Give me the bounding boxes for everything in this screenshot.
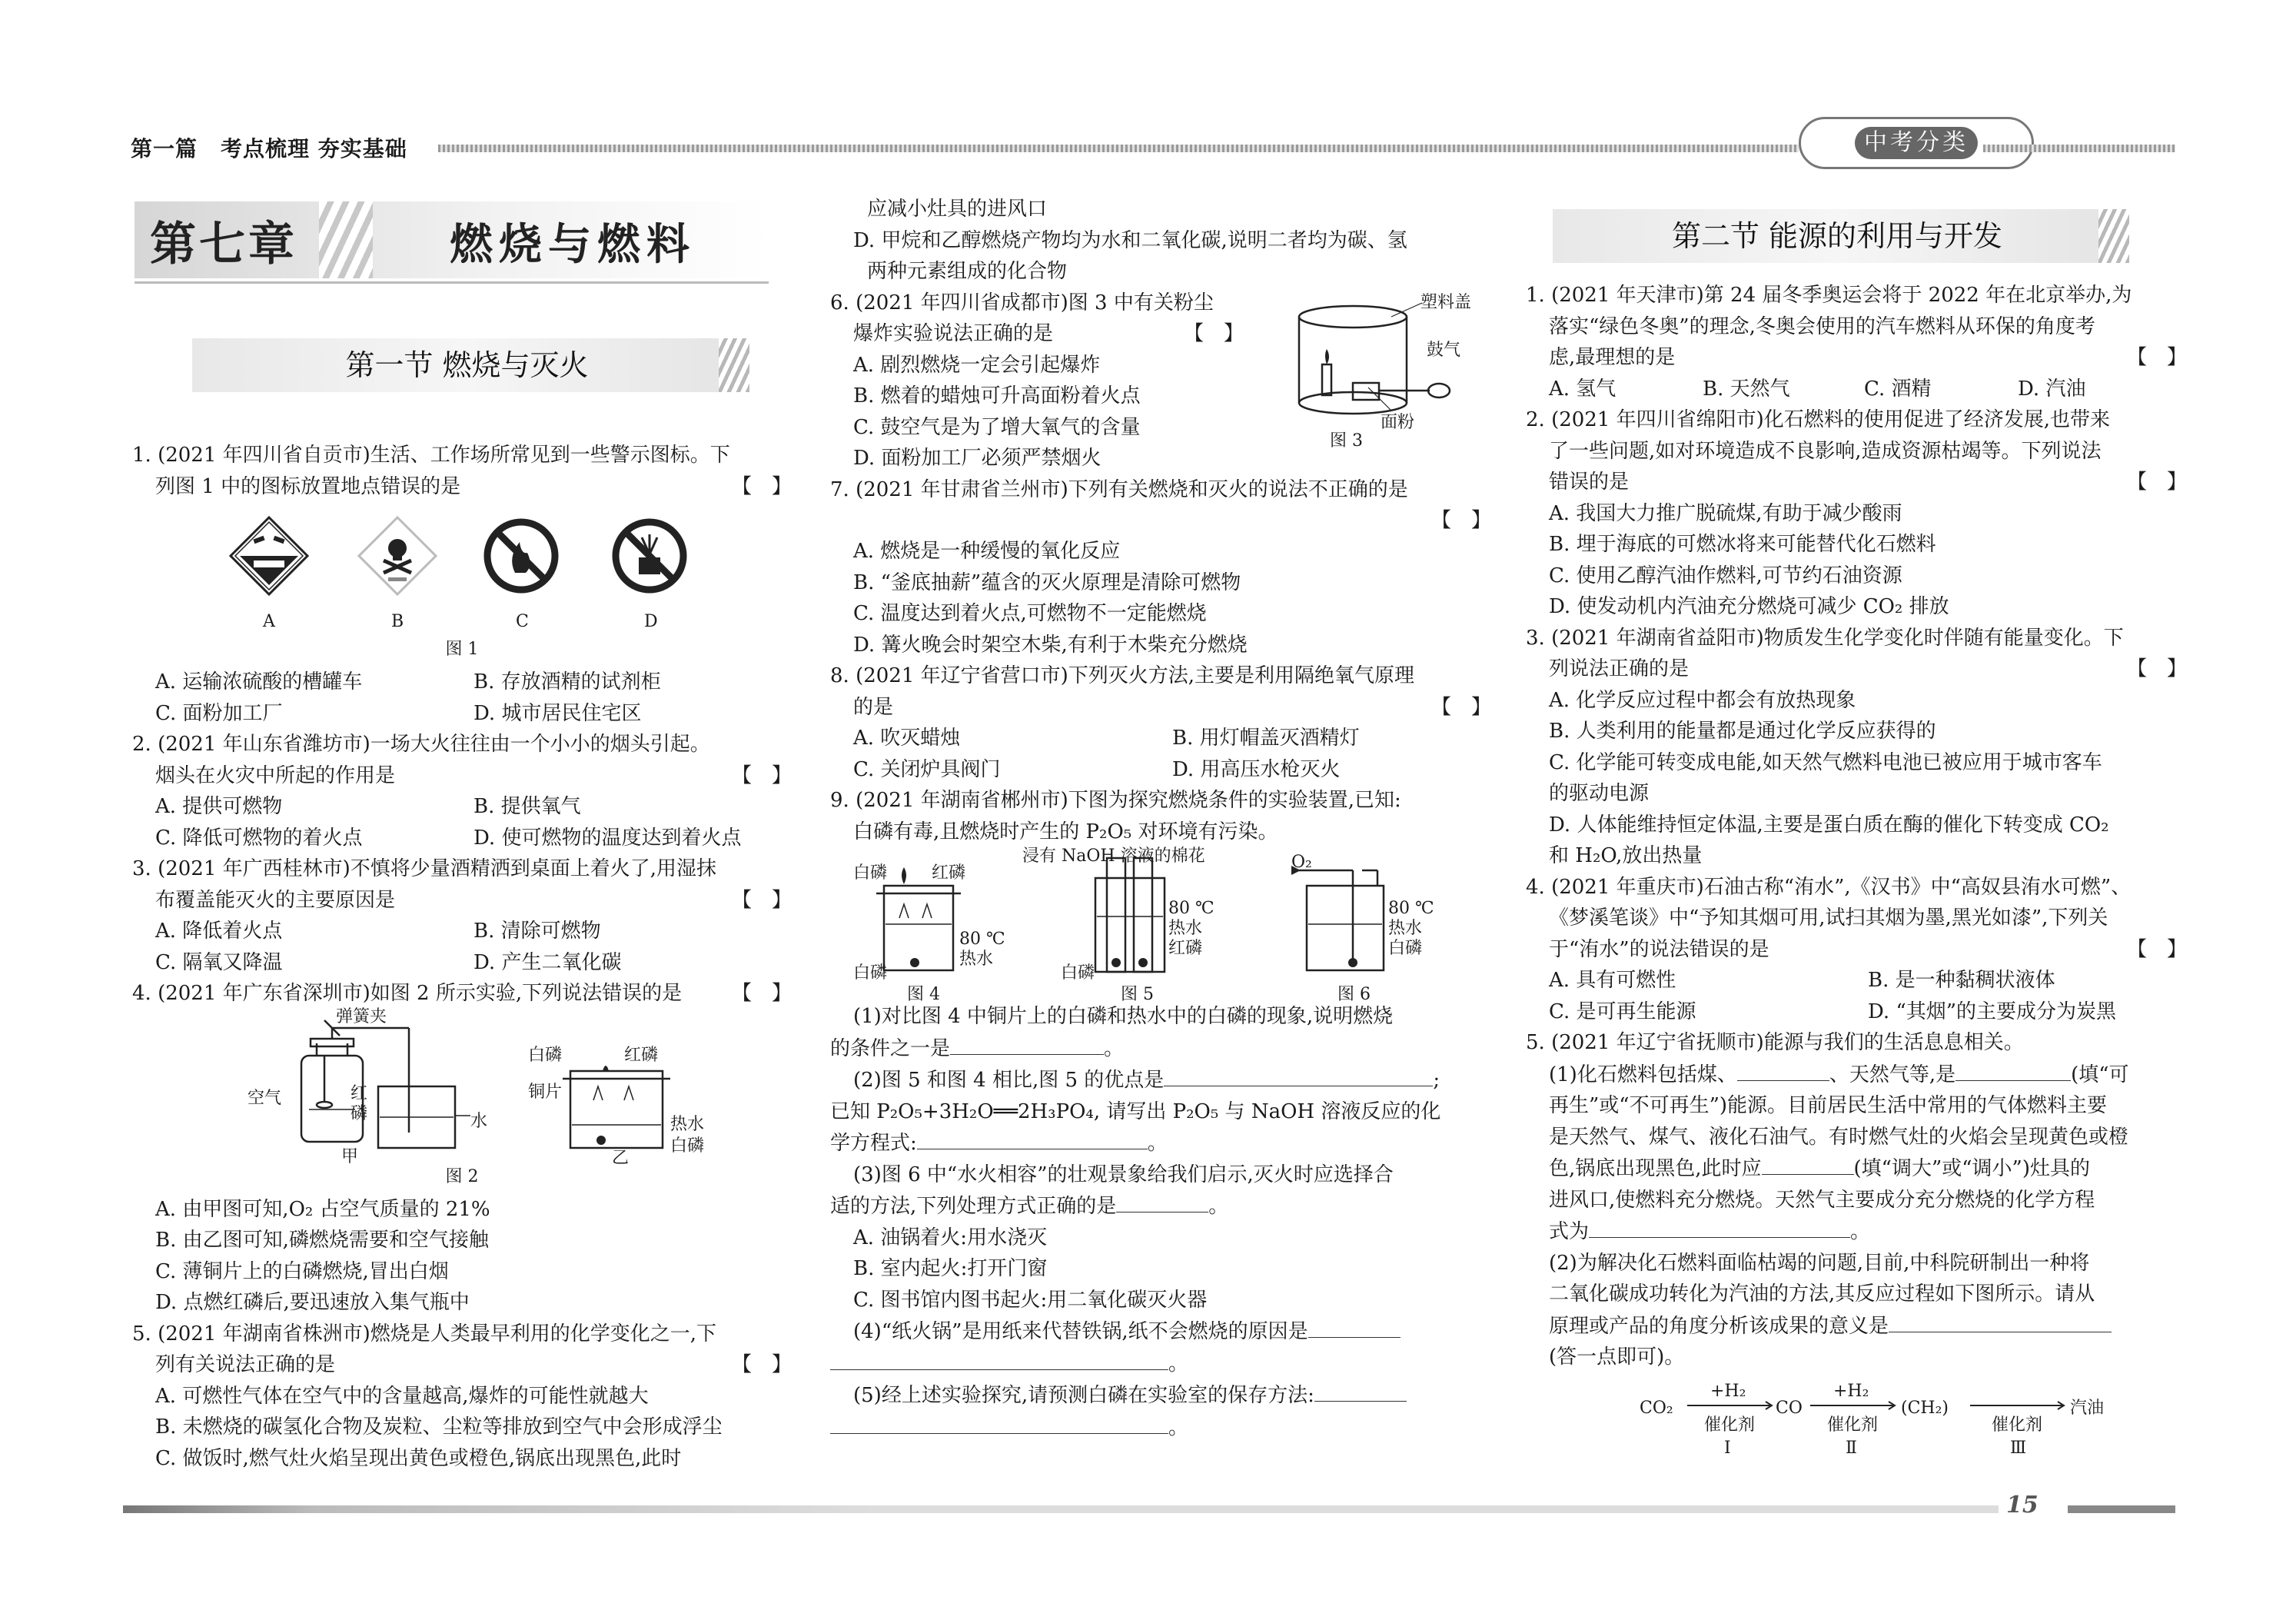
label-red-phos: 红磷: [624, 1045, 659, 1065]
reaction-scheme: CO₂ +H₂ 催化剂 CO +H₂ 催化剂 (CH₂) 催化剂 汽油 Ⅰ Ⅱ Ⅲ: [1526, 1373, 2187, 1458]
scheme-co2: CO₂: [1640, 1398, 1673, 1418]
q5-option-c: C. 做饭时,燃气灶火焰呈现出黄色或橙色,锅底出现黑色,此时: [155, 1446, 682, 1470]
answer-blank[interactable]: [1889, 1310, 2112, 1332]
figures-4-5-6: 白磷 红磷 80 ℃ 热水 白磷 浸有 NaOH 溶液的棉花 80 ℃ 热水 红磷 白磷 O₂ 80 ℃ 热水 白磷 图 4 图 5 图 6: [830, 847, 1491, 1001]
figure-3: [1261, 288, 1491, 449]
no-fire-icon: [487, 522, 555, 590]
answer-blank[interactable]: [1762, 1153, 1854, 1175]
figure-6-caption: 图 6: [1337, 985, 1371, 1004]
label-plastic-lid: 塑料盖: [1420, 292, 1472, 312]
header-rule-right: [1983, 145, 2175, 152]
label-flour: 面粉: [1381, 412, 1415, 432]
chapter-banner: [135, 201, 769, 278]
label-jia: 甲: [341, 1146, 359, 1166]
figure-4-caption: 图 4: [907, 985, 940, 1004]
footer-rule: [123, 1505, 1999, 1513]
r5-stem: 5. (2021 年辽宁省抚顺市)能源与我们的生活息息相关。: [1526, 1031, 2024, 1054]
q8-stem: 8. (2021 年辽宁省营口市)下列灭火方法,主要是利用隔绝氧气原理: [830, 664, 1415, 687]
q4-option-a: A. 由甲图可知,O₂ 占空气质量的 21%: [155, 1197, 490, 1221]
q9-stem: 9. (2021 年湖南省郴州市)下图为探究燃烧条件的实验装置,已知:: [830, 789, 1401, 812]
q7-stem: 7. (2021 年甘肃省兰州市)下列有关燃烧和灭火的说法不正确的是: [830, 477, 1408, 501]
icon-label-a: A: [263, 612, 275, 631]
q4-option-b: B. 由乙图可知,磷燃烧需要和空气接触: [155, 1229, 489, 1252]
scheme-co: CO: [1776, 1398, 1803, 1418]
part-label: 第一篇: [131, 136, 198, 161]
section-heading-2: [1553, 209, 2122, 263]
q3-options: A. 降低着火点 B. 清除可燃物: [155, 920, 601, 943]
r3-stem: 3. (2021 年湖南省益阳市)物质发生化学变化时伴随有能量变化。下: [1526, 626, 2124, 650]
figure-1-caption: 图 1: [445, 640, 479, 659]
label-white-phos-2: 白磷: [670, 1136, 705, 1156]
label-spring-clip: 弹簧夹: [336, 1006, 387, 1026]
label-blow-air: 鼓气: [1427, 340, 1461, 360]
answer-blank[interactable]: [1308, 1316, 1401, 1338]
q4-option-d: D. 点燃红磷后,要迅速放入集气瓶中: [155, 1291, 470, 1314]
toxic-icon: [359, 517, 436, 594]
answer-blank[interactable]: [1164, 1064, 1433, 1086]
figure-2: [132, 1006, 792, 1168]
page-number: 15: [2006, 1492, 2038, 1519]
badge-label: 中考分类: [1855, 127, 1978, 159]
q1-options: A. 运输浓硫酸的槽罐车 B. 存放酒精的试剂柜: [155, 670, 661, 694]
label-copper: 铜片: [528, 1082, 563, 1102]
figure-3-caption: 图 3: [1330, 431, 1363, 451]
no-fireworks-icon: [616, 522, 683, 590]
icon-label-b: B: [391, 612, 404, 631]
answer-bracket: 【 】: [731, 474, 792, 498]
chapter-number: 第七章: [150, 218, 297, 271]
q6-block: 6. (2021 年四川省成都市)图 3 中有关粉尘 爆炸实验说法正确的是 【 】 A. 剧烈燃烧一定会引起爆炸 B. 燃着的蜡烛可升高面粉着火点 C. 鼓空气是为了增大氧气的含量 D. 面粉加工厂必须严禁烟火 塑料盖 鼓气 面粉 图 3: [830, 288, 1491, 474]
section-title: 第二节 能源的利用与开发: [1671, 219, 2003, 253]
figure-5-caption: 图 5: [1121, 985, 1154, 1004]
r1-stem: 1. (2021 年天津市)第 24 届冬季奥运会将于 2022 年在北京举办,为: [1526, 284, 2132, 307]
answer-blank[interactable]: [1955, 1059, 2071, 1081]
section-heading-1: [192, 338, 742, 392]
r2-stem: 2. (2021 年四川省绵阳市)化石燃料的使用促进了经济发展,也带来: [1526, 408, 2111, 431]
q2-options: A. 提供可燃物 B. 提供氧气: [155, 795, 581, 818]
answer-blank[interactable]: [950, 1033, 1104, 1055]
icon-label-c: C: [516, 612, 529, 631]
q5-stem: 5. (2021 年湖南省株洲市)燃烧是人类最早利用的化学变化之一,下: [132, 1322, 717, 1346]
figure-1: [132, 502, 792, 633]
running-header: [131, 132, 430, 163]
warning-icons-svg: [132, 502, 792, 633]
figure-2-caption: 图 2: [445, 1166, 479, 1186]
section-title: 第一节 燃烧与灭火: [345, 348, 589, 382]
answer-blank[interactable]: [1116, 1190, 1208, 1212]
scheme-ch2: (CH₂): [1901, 1398, 1949, 1418]
corrosive-icon: [231, 517, 307, 594]
middle-column: 应减小灶具的进风口 D. 甲烷和乙醇燃烧产物均为水和二氧化碳,说明二者均为碳、氢 两种元素组成的化合物 6. (2021 年四川省成都市)图 3 中有关粉尘 爆炸实验说法正确的是 【 】 A. 剧烈燃烧一定会引起爆炸 B. 燃着的蜡烛可升高面粉着火点 C. 鼓空气是为了增大氧气的含量 D. 面粉加工厂必须严禁烟火 塑料盖 鼓气 面粉 图 3 7. (2021 年甘肃省兰州市)下列有关燃烧和灭火的说法不正确的是 【 】 A. 燃烧是一种缓慢的氧化反应 B. “釜底抽薪”蕴含的灭火原理是清除可燃物 C. 温度达到着火点,可燃物不一定能燃烧 D. 篝火晚会时架空木柴,有利于木柴充分燃烧 8. (2021 年辽宁省营口市)下列灭火方法,主要是利用隔绝氧气原理 的是 【 】 A. 吹灭蜡烛 B. 用灯帽盖灭酒精灯 C. 关闭炉具阀门 D. 用高压水枪灭火 9. (2021 年湖南省郴州市)下图为探究燃烧条件的实验装置,已知: 白磷有毒,且燃烧时产生的 P₂O₅ 对环境有污染。 白磷 红磷 80 ℃ 热水 白磷 浸有 NaOH 溶液的棉花 80 ℃ 热水 红磷 白磷 O₂ 80 ℃ 热水 白磷 图 4 图 5 图 6 (1)对比图 4 中铜片上的白磷和热水中的白磷的现象,说明燃烧 的条件之一是 。 (2)图 5 和图 4 相比,图 5 的优点是 ; 已知 P₂O₅+3H₂O══2H₃PO₄, 请写出 P₂O₅ 与 NaOH 溶液反应的化 学方程式: 。 (3)图 6 中“水火相容”的壮观景象给我们启示,灭火时应选择合 适的方法,下列处理方式正确的是 。 A. 油锅着火:用水浇灭 B. 室内起火:打开门窗 C. 图书馆内图书起火:用二氧化碳灭火器 (4)“纸火锅”是用纸来代替铁锅,纸不会燃烧的原因是 。 (5)经上述实验探究,请预测白磷在实验室的保存方法: 。: [830, 194, 1491, 1443]
label-hot-water: 热水: [670, 1114, 705, 1134]
label-red: 红: [351, 1083, 368, 1103]
header-rule: [438, 145, 1799, 152]
answer-blank[interactable]: [830, 1348, 1168, 1370]
q3-stem: 3. (2021 年广西桂林市)不慎将少量酒精洒到桌面上着火了,用湿抹: [132, 857, 717, 880]
q5-option-a: A. 可燃性气体在空气中的含量越高,爆炸的可能性就越大: [155, 1384, 649, 1408]
q2-stem: 2. (2021 年山东省潍坊市)一场大火往往由一个小小的烟头引起。: [132, 733, 710, 756]
part-subtitle: 考点梳理 夯实基础: [221, 136, 407, 161]
q5-option-c-cont: 应减小灶具的进风口: [867, 198, 1048, 221]
left-column: 1. (2021 年四川省自贡市)生活、工作场所常见到一些警示图标。下 列图 1 中的图标放置地点错误的是 【 】 A B C D 图 1 A. 运输浓硫酸的槽罐车 B. 存放酒精的试剂柜 C. 面粉加工厂 D. 城市居民住宅区 2. (2021 年山东省潍坊市)一场大火往往由一个小小的烟头引起。 烟头在火灾中所起的作用是 【 】 A. 提供可燃物 B. 提供氧气 C. 降低可燃物的着火点 D. 使可燃物的温度达到着火点 3. (2021 年广西桂林市)不慎将少量酒精洒到桌面上着火了,用湿抹 布覆盖能灭火的主要原因是 【 】 A. 降低着火点 B. 清除可燃物 C. 隔氧又降温 D. 产生二氧化碳 4. (2021 年广东省深圳市)如图 2 所示实验,下列说法错误的是 【 】 弹簧夹 空气 红 磷 水 甲 白磷 红磷 铜片 热水 白磷 乙 图 2 A. 由甲图可知,O₂ 占空气质量的 21% B. 由乙图可知,磷燃烧需要和空气接触 C. 薄铜片上的白磷燃烧,冒出白烟 D. 点燃红磷后,要迅速放入集气瓶中 5. (2021 年湖南省株洲市)燃烧是人类最早利用的化学变化之一,下 列有关说法正确的是 【 】 A. 可燃性气体在空气中的含量越高,爆炸的可能性就越大 B. 未燃烧的碳氢化合物及炭粒、尘粒等排放到空气中会形成浮尘 C. 做饭时,燃气灶火焰呈现出黄色或橙色,锅底出现黑色,此时: [132, 440, 792, 1474]
label-air: 空气: [248, 1088, 282, 1108]
answer-blank[interactable]: [830, 1412, 1168, 1434]
scheme-gasoline: 汽油: [2070, 1398, 2105, 1418]
label-phos: 磷: [351, 1103, 368, 1123]
q4-option-c: C. 薄铜片上的白磷燃烧,冒出白烟: [155, 1259, 449, 1283]
banner-stripes: [319, 201, 373, 278]
label-white-phos: 白磷: [528, 1045, 563, 1065]
footer-rule-right: [2068, 1505, 2175, 1513]
r4-stem: 4. (2021 年重庆市)石油古称“洧水”,《汉书》中“高奴县洧水可燃”、: [1526, 875, 2132, 899]
category-badge: [1799, 117, 2034, 169]
answer-blank[interactable]: [1314, 1379, 1407, 1402]
q4-stem: 4. (2021 年广东省深圳市)如图 2 所示实验,下列说法错误的是 【 】: [132, 982, 792, 1005]
chapter-title: 燃烧与燃料: [450, 220, 696, 270]
label-water: 水: [470, 1111, 488, 1131]
q6-stem: 6. (2021 年四川省成都市)图 3 中有关粉尘: [830, 291, 1214, 314]
label-yi: 乙: [612, 1148, 630, 1168]
q5-option-d: D. 甲烷和乙醇燃烧产物均为水和二氧化碳,说明二者均为碳、氢: [853, 228, 1407, 252]
right-column: 1. (2021 年天津市)第 24 届冬季奥运会将于 2022 年在北京举办,为 落实“绿色冬奥”的理念,冬奥会使用的汽车燃料从环保的角度考 虑,最理想的是 【 】 A. 氢气 B. 天然气 C. 酒精 D. 汽油 2. (2021 年四川省绵阳市)化石燃料的使用促进了经济发展,也带来 了一些问题,如对环境造成不良影响,造成资源枯竭等。下列说法 错误的是 【 】 A. 我国大力推广脱硫煤,有助于减少酸雨 B. 埋于海底的可燃冰将来可能替代化石燃料 C. 使用乙醇汽油作燃料,可节约石油资源 D. 使发动机内汽油充分燃烧可减少 CO₂ 排放 3. (2021 年湖南省益阳市)物质发生化学变化时伴随有能量变化。下 列说法正确的是 【 】 A. 化学反应过程中都会有放热现象 B. 人类利用的能量都是通过化学反应获得的 C. 化学能可转变成电能,如天然气燃料电池已被应用于城市客车 的驱动电源 D. 人体能维持恒定体温,主要是蛋白质在酶的催化下转变成 CO₂ 和 H₂O,放出热量 4. (2021 年重庆市)石油古称“洧水”,《汉书》中“高奴县洧水可燃”、 《梦溪笔谈》中“予知其烟可用,试扫其烟为墨,黑光如漆”,下列关 于“洧水”的说法错误的是 【 】 A. 具有可燃性 B. 是一种黏稠状液体 C. 是可再生能源 D. “其烟”的主要成分为炭黑 5. (2021 年辽宁省抚顺市)能源与我们的生活息息相关。 (1)化石燃料包括煤、 、天然气等,是 (填“可 再生”或“不可再生”)能源。目前居民生活中常用的气体燃料主要 是天然气、煤气、液化石油气。有时燃气灶的火焰会呈现黄色或橙 色,锅底出现黑色,此时应 (填“调大”或“调小”)灶具的 进风口,使燃料充分燃烧。天然气主要成分充分燃烧的化学方程 式为 。 (2)为解决化石燃料面临枯竭的问题,目前,中科院研制出一种将 二氧化碳成功转化为汽油的方法,其反应过程如下图所示。请从 原理或产品的角度分析该成果的意义是 (答一点即可)。 CO₂ +H₂ 催化剂 CO +H₂ 催化剂 (CH₂) 催化剂 汽油 Ⅰ Ⅱ Ⅲ: [1526, 280, 2187, 1458]
answer-blank[interactable]: [917, 1127, 1148, 1149]
answer-blank[interactable]: [1737, 1059, 1829, 1081]
icon-label-d: D: [644, 612, 658, 631]
q5-option-b: B. 未燃烧的碳氢化合物及炭粒、尘粒等排放到空气中会形成浮尘: [155, 1415, 723, 1439]
q1-stem: 1. (2021 年四川省自贡市)生活、工作场所常见到一些警示图标。下: [132, 444, 730, 467]
answer-blank[interactable]: [1589, 1216, 1850, 1238]
